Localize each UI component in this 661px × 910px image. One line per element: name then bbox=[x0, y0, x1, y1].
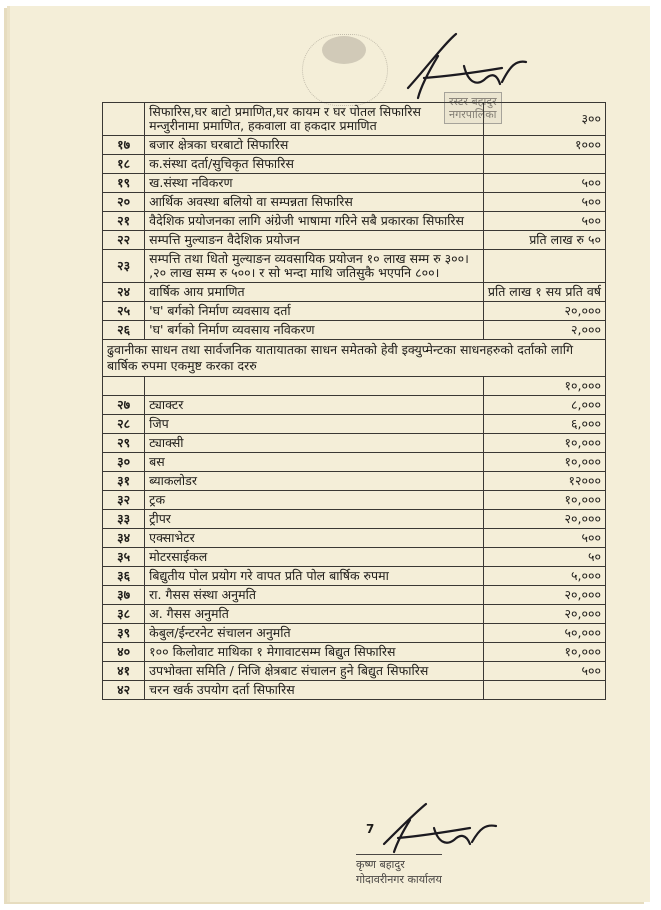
row-fee: ८,००० bbox=[483, 396, 605, 415]
row-description bbox=[145, 193, 484, 212]
description-line: बजार क्षेत्रका घरबाटो सिफारिस bbox=[149, 137, 289, 152]
row-fee: ५०,००० bbox=[483, 624, 605, 643]
row-serial-number bbox=[103, 103, 145, 136]
description-line: 'घ' बर्गको निर्माण व्यवसाय नविकरण bbox=[149, 322, 315, 337]
row-description bbox=[145, 174, 484, 193]
row-description bbox=[145, 231, 484, 250]
description-line: सिफारिस,घर बाटो प्रमाणित,घर कायम र घर पोतल सिफारिस bbox=[149, 104, 421, 119]
row-fee: २,००० bbox=[483, 321, 605, 340]
row-fee: ६,००० bbox=[483, 415, 605, 434]
description-line: ट्रक bbox=[149, 492, 166, 507]
description-line: सम्पत्ति मुल्याङन वैदेशिक प्रयोजन bbox=[149, 232, 300, 247]
row-serial-number: ३९ bbox=[103, 624, 145, 643]
row-fee bbox=[483, 250, 605, 283]
table-row bbox=[103, 212, 606, 231]
row-description bbox=[145, 605, 484, 624]
table-row bbox=[103, 548, 606, 567]
description-line: उपभोक्ता समिति / निजि क्षेत्रबाट संचालन हुने बिद्युत सिफारिस bbox=[149, 663, 429, 678]
section-heading-row bbox=[103, 340, 606, 377]
row-fee: २०,००० bbox=[483, 302, 605, 321]
table-row bbox=[103, 321, 606, 340]
office-stamp-top: रस्टर बहादुर नगरपालिका bbox=[444, 92, 502, 124]
row-serial-number: २८ bbox=[103, 415, 145, 434]
table-row bbox=[103, 643, 606, 662]
description-line: सम्पत्ति तथा धितो मुल्याङन व्यवसायिक प्रयोजन १० लाख सम्म रु ३००। bbox=[149, 251, 469, 266]
row-description bbox=[145, 212, 484, 231]
row-serial-number: २५ bbox=[103, 302, 145, 321]
table-row bbox=[103, 283, 606, 302]
signature-bottom bbox=[376, 798, 506, 858]
office-stamp-bottom: कृष्ण बहादुर गोदावरीनगर कार्यालय bbox=[356, 854, 442, 887]
table-row bbox=[103, 231, 606, 250]
row-serial-number: ३४ bbox=[103, 529, 145, 548]
row-serial-number: १९ bbox=[103, 174, 145, 193]
table-row bbox=[103, 396, 606, 415]
document-page bbox=[10, 6, 650, 902]
page-number: 7 bbox=[366, 822, 375, 836]
table-row bbox=[103, 681, 606, 700]
table-row bbox=[103, 377, 606, 396]
table-row bbox=[103, 567, 606, 586]
row-description bbox=[145, 567, 484, 586]
description-line: ट्रीपर bbox=[149, 511, 171, 526]
row-serial-number: २४ bbox=[103, 283, 145, 302]
table-row bbox=[103, 662, 606, 681]
row-serial-number: ३३ bbox=[103, 510, 145, 529]
row-fee: १०,००० bbox=[483, 491, 605, 510]
table-row bbox=[103, 250, 606, 283]
row-serial-number: ३२ bbox=[103, 491, 145, 510]
row-serial-number: १७ bbox=[103, 136, 145, 155]
row-description bbox=[145, 472, 484, 491]
row-fee: ५०० bbox=[483, 193, 605, 212]
row-fee: १००० bbox=[483, 136, 605, 155]
row-fee: ५०० bbox=[483, 174, 605, 193]
row-fee: १२००० bbox=[483, 472, 605, 491]
row-description bbox=[145, 434, 484, 453]
description-line: १०० किलोवाट माथिका १ मेगावाटसम्म बिद्युत सिफारिस bbox=[149, 644, 396, 659]
description-line: रा. गैसस संस्था अनुमति bbox=[149, 587, 256, 602]
description-line: आर्थिक अवस्था बलियो वा सम्पन्नता सिफारिस bbox=[149, 194, 353, 209]
row-fee: २०,००० bbox=[483, 605, 605, 624]
row-fee: २०,००० bbox=[483, 586, 605, 605]
row-serial-number: ३० bbox=[103, 453, 145, 472]
row-description bbox=[145, 103, 484, 136]
row-description bbox=[145, 624, 484, 643]
row-fee: प्रति लाख रु ५० bbox=[483, 231, 605, 250]
description-line: मन्जुरीनामा प्रमाणित, हकवाला वा हकदार प्रमाणित bbox=[149, 118, 377, 133]
description-line: अ. गैसस अनुमति bbox=[149, 606, 229, 621]
row-fee: ५० bbox=[483, 548, 605, 567]
row-description bbox=[145, 491, 484, 510]
table-row bbox=[103, 103, 606, 136]
row-serial-number: ३१ bbox=[103, 472, 145, 491]
table-row bbox=[103, 624, 606, 643]
row-description bbox=[145, 396, 484, 415]
row-serial-number: २१ bbox=[103, 212, 145, 231]
description-line: ब्याकलोडर bbox=[149, 473, 197, 488]
row-serial-number: २३ bbox=[103, 250, 145, 283]
table-row bbox=[103, 136, 606, 155]
description-line: जिप bbox=[149, 416, 169, 431]
description-line: केबुल/ईन्टरनेट संचालन अनुमति bbox=[149, 625, 291, 640]
table-row bbox=[103, 586, 606, 605]
row-description bbox=[145, 548, 484, 567]
table-row bbox=[103, 193, 606, 212]
row-serial-number: ३८ bbox=[103, 605, 145, 624]
description-line: ,२० लाख सम्म रु ५००। र सो भन्दा माथि जतिसुकै भएपनि ८००। bbox=[149, 265, 440, 280]
row-serial-number: ४१ bbox=[103, 662, 145, 681]
row-serial-number: ३५ bbox=[103, 548, 145, 567]
row-serial-number: ३७ bbox=[103, 586, 145, 605]
table-row bbox=[103, 434, 606, 453]
row-fee: ५,००० bbox=[483, 567, 605, 586]
row-fee: १०,००० bbox=[483, 377, 605, 396]
description-line: बिद्युतीय पोल प्रयोग गरे वापत प्रति पोल बार्षिक रुपमा bbox=[149, 568, 389, 583]
description-line: ट्याक्सी bbox=[149, 435, 184, 450]
row-serial-number bbox=[103, 377, 145, 396]
row-description bbox=[145, 453, 484, 472]
description-line: मोटरसाईकल bbox=[149, 549, 208, 564]
description-line: वैदेशिक प्रयोजनका लागि अंग्रेजी भाषामा गरिने सबै प्रकारका सिफारिस bbox=[149, 213, 464, 228]
row-description bbox=[145, 681, 484, 700]
row-serial-number: २६ bbox=[103, 321, 145, 340]
row-description bbox=[145, 321, 484, 340]
description-line: ख.संस्था नविकरण bbox=[149, 175, 233, 190]
description-line: एक्साभेटर bbox=[149, 530, 195, 545]
table-row bbox=[103, 415, 606, 434]
table-row bbox=[103, 472, 606, 491]
row-fee: १०,००० bbox=[483, 453, 605, 472]
row-description bbox=[145, 377, 484, 396]
row-description bbox=[145, 510, 484, 529]
table-row bbox=[103, 302, 606, 321]
row-description bbox=[145, 529, 484, 548]
table-row bbox=[103, 174, 606, 193]
table-row bbox=[103, 510, 606, 529]
description-line: ट्याक्टर bbox=[149, 397, 184, 412]
description-line: बस bbox=[149, 454, 165, 469]
row-serial-number: २७ bbox=[103, 396, 145, 415]
row-description bbox=[145, 250, 484, 283]
row-description bbox=[145, 415, 484, 434]
row-serial-number: २२ bbox=[103, 231, 145, 250]
row-fee bbox=[483, 155, 605, 174]
row-description bbox=[145, 643, 484, 662]
row-fee: ३०० bbox=[483, 103, 605, 136]
row-fee: ५०० bbox=[483, 212, 605, 231]
row-description bbox=[145, 155, 484, 174]
row-description bbox=[145, 662, 484, 681]
description-line: 'घ' बर्गको निर्माण व्यवसाय दर्ता bbox=[149, 303, 291, 318]
row-serial-number: १८ bbox=[103, 155, 145, 174]
municipality-seal bbox=[302, 34, 388, 106]
row-description bbox=[145, 136, 484, 155]
row-fee: ५०० bbox=[483, 529, 605, 548]
table-row bbox=[103, 155, 606, 174]
row-serial-number: ४० bbox=[103, 643, 145, 662]
description-line: चरन खर्क उपयोग दर्ता सिफारिस bbox=[149, 682, 295, 697]
row-serial-number: २९ bbox=[103, 434, 145, 453]
table-row bbox=[103, 453, 606, 472]
table-row bbox=[103, 529, 606, 548]
section-heading: ढुवानीका साधन तथा सार्वजनिक यातायातका साधन समेतको हेवी इक्युप्मेन्टका साधनहरुको दर्ताको लागि बार्षिक रुपमा एकमुष्ट करका दररु bbox=[103, 340, 606, 377]
row-description bbox=[145, 586, 484, 605]
row-description bbox=[145, 283, 484, 302]
description-line: वार्षिक आय प्रमाणित bbox=[149, 284, 245, 299]
table-row bbox=[103, 605, 606, 624]
row-fee: २०,००० bbox=[483, 510, 605, 529]
row-fee bbox=[483, 681, 605, 700]
row-fee: १०,००० bbox=[483, 434, 605, 453]
row-serial-number: २० bbox=[103, 193, 145, 212]
row-fee: १०,००० bbox=[483, 643, 605, 662]
row-fee: ५०० bbox=[483, 662, 605, 681]
table-row bbox=[103, 491, 606, 510]
description-line: क.संस्था दर्ता/सुचिकृत सिफारिस bbox=[149, 156, 294, 171]
row-serial-number: ४२ bbox=[103, 681, 145, 700]
row-serial-number: ३६ bbox=[103, 567, 145, 586]
fee-table bbox=[102, 102, 606, 700]
row-description bbox=[145, 302, 484, 321]
row-fee: प्रति लाख १ सय प्रति वर्ष bbox=[483, 283, 605, 302]
